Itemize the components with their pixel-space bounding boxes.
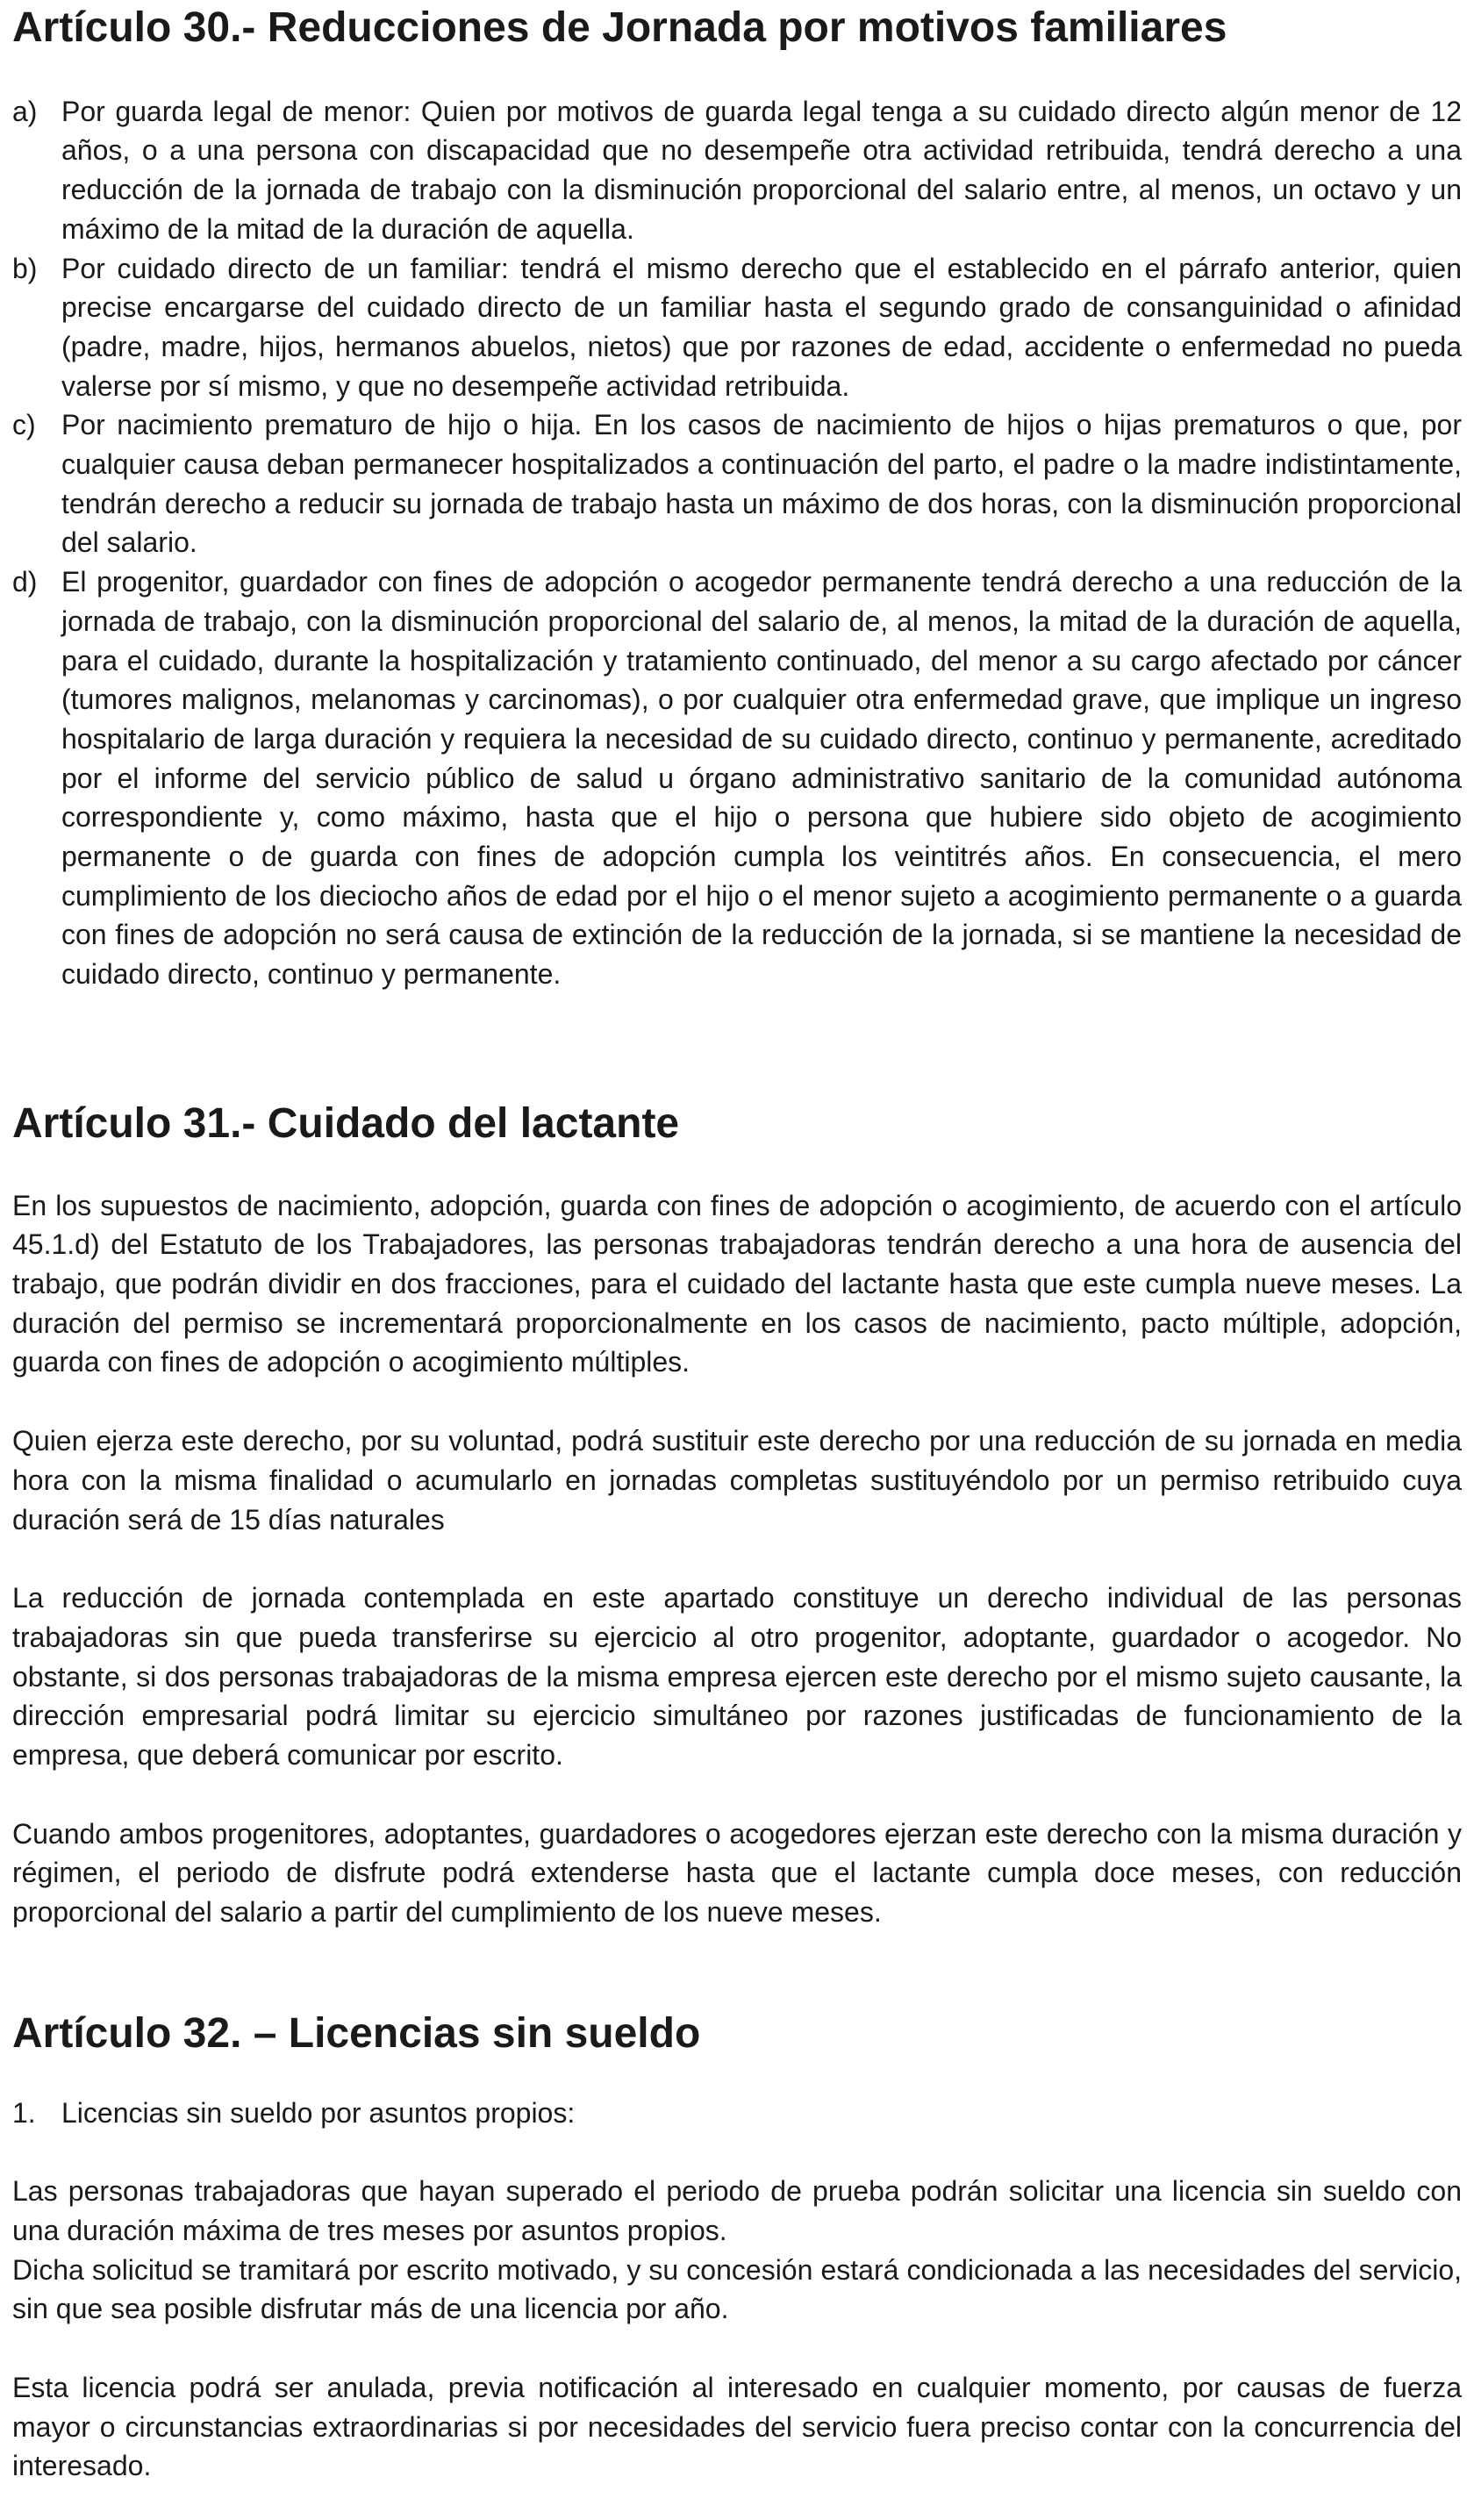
paragraph: Las personas trabajadoras que hayan superado el periodo de prueba podrán solicitar una licencia sin sueldo con una duración máxima de tres meses por asuntos propios.: [12, 2175, 1462, 2246]
article-30-section: [12, 4, 1462, 994]
list-item: [12, 562, 1462, 994]
article-32-section: [12, 2009, 1462, 2486]
paragraph: En los supuestos de nacimiento, adopción, guarda con fines de adopción o acogimiento, de acuerdo con el artículo 45.1.d) del Estatuto de los Trabajadores, las personas trabajadoras tendrán derecho a una hora de ausencia del trabajo, que podrán dividir en dos fracciones, para el cuidado del lactante hasta que este cumpla nueve meses. La duración del permiso se incrementará proporcionalmente en los casos de nacimiento, pacto múltiple, adopción, guarda con fines de adopción o acogimiento múltiples.: [12, 1189, 1462, 1378]
list-marker: c): [12, 409, 36, 441]
article-30-list: [12, 92, 1462, 994]
list-marker: a): [12, 95, 38, 127]
article-30-heading: Artículo 30.- Reducciones de Jornada por motivos familiares: [12, 4, 1227, 51]
paragraph: Esta licencia podrá ser anulada, previa notificación al interesado en cualquier momento, por causas de fuerza mayor o circunstancias extraordinarias si por necesidades del servicio fuera preciso contar con la concurrencia del interesado.: [12, 2372, 1462, 2482]
article-31-heading: Artículo 31.- Cuidado del lactante: [12, 1099, 680, 1147]
list-marker: b): [12, 252, 38, 284]
list-item: [12, 405, 1462, 562]
article-31-section: [12, 1099, 1462, 1932]
article-32-heading: Artículo 32. – Licencias sin sueldo: [12, 2009, 701, 2057]
document-page: [12, 4, 1462, 2486]
list-item-text: Por nacimiento prematuro de hijo o hija. En los casos de nacimiento de hijos o hijas prematuros o que, por cualquier causa deban permanecer hospitalizados a continuación del parto, el padre o la madre indistintamente, tendrán derecho a reducir su jornada de trabajo hasta un máximo de dos horas, con la disminución proporcional del salario.: [61, 409, 1462, 559]
list-item-text: Por cuidado directo de un familiar: tendrá el mismo derecho que el establecido en el párrafo anterior, quien precise encargarse del cuidado directo de un familiar hasta el segundo grado de consanguinidad o afinidad (padre, madre, hijos, hermanos abuelos, nietos) que por razones de edad, accidente o enfermedad no pueda valerse por sí mismo, y que no desempeñe actividad retribuida.: [61, 252, 1462, 402]
list-item: [12, 249, 1462, 406]
list-item: [12, 2094, 1462, 2133]
list-marker: d): [12, 566, 38, 598]
list-item-text: El progenitor, guardador con fines de adopción o acogedor permanente tendrá derecho a una reducción de la jornada de trabajo, con la disminución proporcional del salario de, al menos, la mitad de la duración de aquella, para el cuidado, durante la hospitalización y tratamiento continuado, del menor a su cargo afectado por cáncer (tumores malignos, melanomas y carcinomas), o por cualquier otra enfermedad grave, que implique un ingreso hospitalario de larga duración y requiera la necesidad de su cuidado directo, continuo y permanente, acreditado por el informe del servicio público de salud u órgano administrativo sanitario de la comunidad autónoma correspondiente y, como máximo, hasta que el hijo o persona que hubiere sido objeto de acogimiento permanente o de guarda con fines de adopción cumpla los veintitrés años. En consecuencia, el mero cumplimiento de los dieciocho años de edad por el hijo o el menor sujeto a acogimiento permanente o a guarda con fines de adopción no será causa de extinción de la reducción de la jornada, si se mantiene la necesidad de cuidado directo, continuo y permanente.: [61, 566, 1462, 991]
paragraph: Quien ejerza este derecho, por su voluntad, podrá sustituir este derecho por una reducción de su jornada en media hora con la misma finalidad o acumularlo en jornadas completas sustituyéndolo por un permiso retribuido cuya duración será de 15 días naturales: [12, 1425, 1462, 1536]
list-marker: 1.: [12, 2096, 36, 2129]
paragraph: La reducción de jornada contemplada en este apartado constituye un derecho individual de las personas trabajadoras sin que pueda transferirse su ejercicio al otro progenitor, adoptante, guardador o acogedor. No obstante, si dos personas trabajadoras de la misma empresa ejercen este derecho por el mismo sujeto causante, la dirección empresarial podrá limitar su ejercicio simultáneo por razones justificadas de funcionamiento de la empresa, que deberá comunicar por escrito.: [12, 1582, 1462, 1772]
list-item-text: Licencias sin sueldo por asuntos propios:: [61, 2096, 576, 2129]
list-item-text: Por guarda legal de menor: Quien por motivos de guarda legal tenga a su cuidado directo algún menor de 12 años, o a una persona con discapacidad que no desempeñe otra actividad retribuida, tendrá derecho a una reducción de la jornada de trabajo con la disminución proporcional del salario entre, al menos, un octavo y un máximo de la mitad de la duración de aquella.: [61, 95, 1462, 245]
paragraph: Cuando ambos progenitores, adoptantes, guardadores o acogedores ejerzan este derecho con la misma duración y régimen, el periodo de disfrute podrá extenderse hasta que el lactante cumpla doce meses, con reducción proporcional del salario a partir del cumplimiento de los nueve meses.: [12, 1817, 1462, 1929]
paragraph: Dicha solicitud se tramitará por escrito motivado, y su concesión estará condicionada a las necesidades del servicio, sin que sea posible disfrutar más de una licencia por año.: [12, 2253, 1462, 2325]
list-item: [12, 92, 1462, 249]
